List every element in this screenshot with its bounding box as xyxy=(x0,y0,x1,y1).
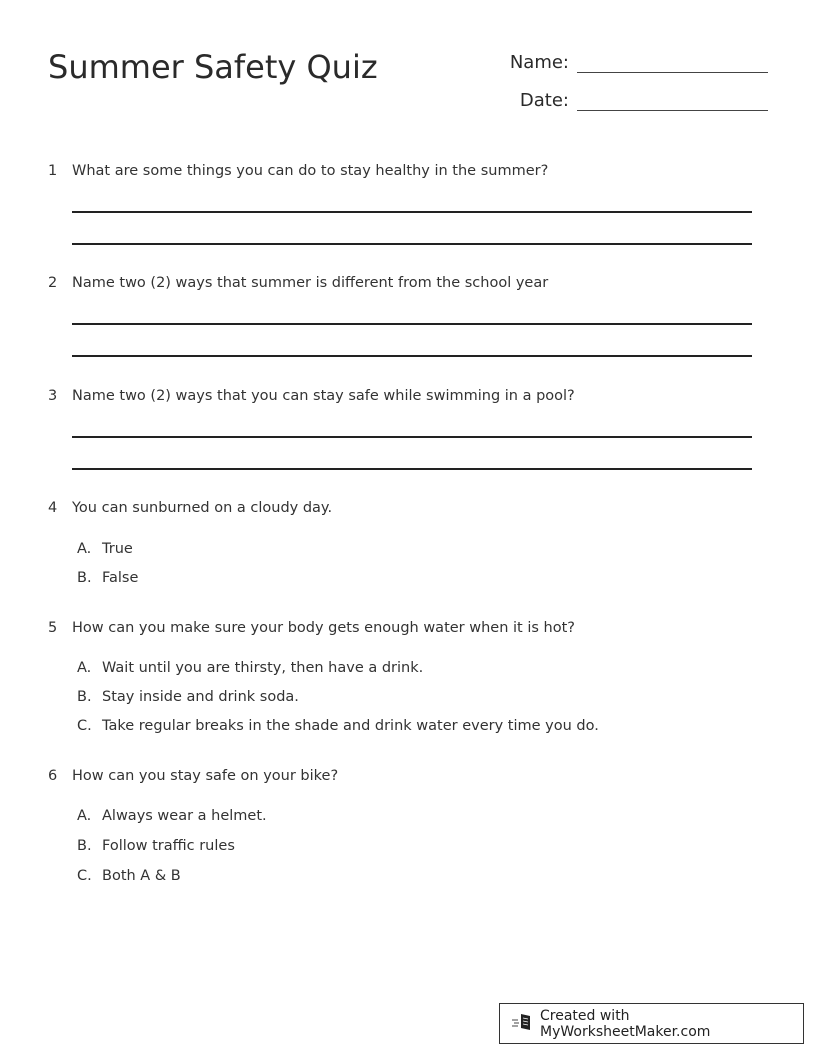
answer-line[interactable] xyxy=(72,323,752,325)
option-letter: A. xyxy=(77,660,92,676)
option-text: Wait until you are thirsty, then have a drink. xyxy=(102,660,424,676)
question-text: Name two (2) ways that summer is different from the school year xyxy=(72,275,549,291)
option-6b[interactable] xyxy=(77,838,235,854)
name-input-line[interactable] xyxy=(577,52,768,73)
question-number: 2 xyxy=(48,275,58,291)
option-letter: C. xyxy=(77,868,92,884)
footer-badge[interactable] xyxy=(499,1003,804,1044)
option-5a[interactable] xyxy=(77,660,423,676)
answer-line[interactable] xyxy=(72,436,752,438)
question-number: 6 xyxy=(48,768,58,784)
option-letter: B. xyxy=(77,570,92,586)
question-text: Name two (2) ways that you can stay safe while swimming in a pool? xyxy=(72,388,575,404)
option-letter: B. xyxy=(77,838,92,854)
question-6 xyxy=(48,768,338,784)
worksheet-maker-logo-icon xyxy=(512,1012,540,1036)
option-5c[interactable] xyxy=(77,718,599,734)
option-5b[interactable] xyxy=(77,689,299,705)
option-6a[interactable] xyxy=(77,808,267,824)
answer-line[interactable] xyxy=(72,468,752,470)
option-letter: A. xyxy=(77,808,92,824)
question-text: You can sunburned on a cloudy day. xyxy=(72,500,333,516)
question-text: How can you make sure your body gets enough water when it is hot? xyxy=(72,620,575,636)
question-5 xyxy=(48,620,575,636)
question-number: 1 xyxy=(48,163,58,179)
option-letter: A. xyxy=(77,541,92,557)
footer-text: Created with MyWorksheetMaker.com xyxy=(540,1007,711,1040)
question-4 xyxy=(48,500,332,516)
page-title: Summer Safety Quiz xyxy=(48,48,378,86)
question-2 xyxy=(48,275,548,291)
date-label: Date: xyxy=(519,90,569,111)
date-input-line[interactable] xyxy=(577,90,768,111)
question-text: How can you stay safe on your bike? xyxy=(72,768,339,784)
option-letter: C. xyxy=(77,718,92,734)
answer-line[interactable] xyxy=(72,355,752,357)
name-field xyxy=(499,52,768,73)
question-3 xyxy=(48,388,575,404)
answer-line[interactable] xyxy=(72,243,752,245)
date-field xyxy=(499,90,768,111)
option-4a[interactable] xyxy=(77,541,133,557)
option-letter: B. xyxy=(77,689,92,705)
answer-line[interactable] xyxy=(72,211,752,213)
option-text: Follow traffic rules xyxy=(102,838,235,854)
option-text: Both A & B xyxy=(102,868,181,884)
option-text: Take regular breaks in the shade and drink water every time you do. xyxy=(102,718,599,734)
option-text: Always wear a helmet. xyxy=(102,808,267,824)
question-1 xyxy=(48,163,548,179)
option-text: Stay inside and drink soda. xyxy=(102,689,299,705)
question-number: 4 xyxy=(48,500,58,516)
option-text: False xyxy=(102,570,139,586)
question-number: 3 xyxy=(48,388,58,404)
option-6c[interactable] xyxy=(77,868,181,884)
option-4b[interactable] xyxy=(77,570,138,586)
question-number: 5 xyxy=(48,620,58,636)
question-text: What are some things you can do to stay healthy in the summer? xyxy=(72,163,549,179)
name-label: Name: xyxy=(509,52,569,73)
option-text: True xyxy=(102,541,133,557)
